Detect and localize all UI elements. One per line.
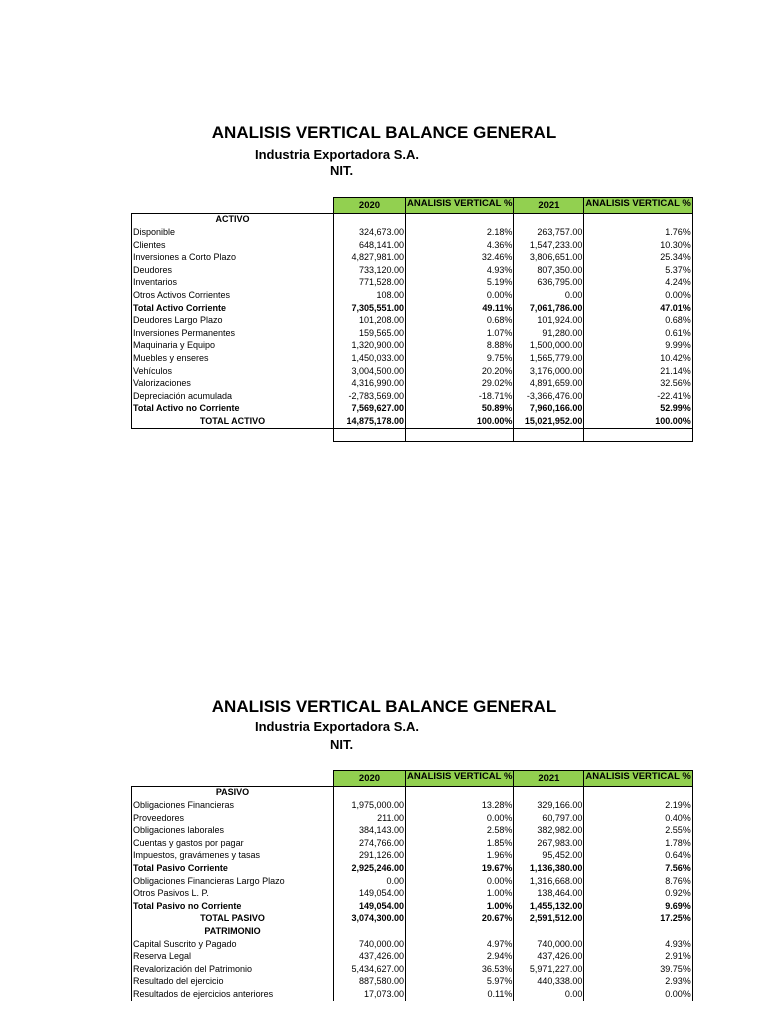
value-2020: 771,528.00: [334, 277, 406, 290]
percent-2020: 32.46%: [406, 251, 514, 264]
value-2021: 0.00: [514, 289, 584, 302]
table-row: [132, 938, 693, 951]
row-label: Depreciación acumulada: [132, 390, 334, 403]
activo-rows: [132, 226, 693, 428]
value-2020: 1,450,033.00: [334, 352, 406, 365]
activo-table: [131, 197, 693, 442]
value-2020: 149,054.00: [334, 887, 406, 900]
table-row: [132, 239, 693, 252]
percent-2021: 9.69%: [584, 900, 692, 913]
value-2021: 2,591,512.00: [514, 913, 584, 926]
value-2020: 101,208.00: [334, 314, 406, 327]
value-2020: 3,004,500.00: [334, 365, 406, 378]
percent-2020: 9.75%: [406, 352, 514, 365]
row-label: Cuentas y gastos por pagar: [132, 837, 334, 850]
table-row: [132, 289, 693, 302]
value-2020: 14,875,178.00: [334, 415, 406, 428]
table-row: [132, 900, 693, 913]
table-row: [132, 812, 693, 825]
row-label: Inventarios: [132, 277, 334, 290]
percent-2021: 21.14%: [584, 365, 692, 378]
percent-2021: 7.56%: [584, 862, 692, 875]
activo-header-row: [132, 198, 693, 214]
percent-2021: 0.00%: [584, 988, 692, 1001]
percent-2020: 0.11%: [406, 988, 514, 1001]
percent-2020: 20.20%: [406, 365, 514, 378]
value-2020: 159,565.00: [334, 327, 406, 340]
percent-2021: 2.93%: [584, 976, 692, 989]
header-year-2020: 2020: [334, 771, 406, 787]
value-2021: 1,316,668.00: [514, 875, 584, 888]
table-row: [132, 976, 693, 989]
table-row: [132, 314, 693, 327]
percent-2020: 20.67%: [406, 913, 514, 926]
percent-2020: 2.94%: [406, 950, 514, 963]
table-row: [132, 327, 693, 340]
value-2020: 2,925,246.00: [334, 862, 406, 875]
percent-2020: 8.88%: [406, 340, 514, 353]
table-row: [132, 875, 693, 888]
row-label: Valorizaciones: [132, 377, 334, 390]
row-label: TOTAL ACTIVO: [132, 415, 334, 428]
percent-2020: 1.96%: [406, 850, 514, 863]
percent-2020: 13.28%: [406, 799, 514, 812]
percent-2021: 25.34%: [584, 251, 692, 264]
percent-2020: 5.97%: [406, 976, 514, 989]
activo-group-row: [132, 213, 693, 226]
percent-2021: -22.41%: [584, 390, 692, 403]
value-2020: -2,783,569.00: [334, 390, 406, 403]
table-row: [132, 251, 693, 264]
pasivo-rows: [132, 799, 693, 925]
row-label: Resultados de ejercicios anteriores: [132, 988, 334, 1001]
table-row: [132, 365, 693, 378]
value-2021: 263,757.00: [514, 226, 584, 239]
percent-2021: 2.55%: [584, 824, 692, 837]
header-analisis-vertical-2021: ANALISIS VERTICAL %: [584, 198, 692, 214]
value-2020: 384,143.00: [334, 824, 406, 837]
row-label: Inversiones a Corto Plazo: [132, 251, 334, 264]
percent-2020: 36.53%: [406, 963, 514, 976]
percent-2020: 1.85%: [406, 837, 514, 850]
table-row: [132, 950, 693, 963]
patrimonio-rows: [132, 938, 693, 1001]
row-label: Obligaciones Financieras Largo Plazo: [132, 875, 334, 888]
percent-2021: 52.99%: [584, 403, 692, 416]
percent-2021: 39.75%: [584, 963, 692, 976]
row-label: Total Activo no Corriente: [132, 403, 334, 416]
row-label: Reserva Legal: [132, 950, 334, 963]
table-row: [132, 403, 693, 416]
pasivo-table: [131, 770, 693, 1001]
percent-2021: 2.19%: [584, 799, 692, 812]
header-analisis-vertical-2021: ANALISIS VERTICAL %: [584, 771, 692, 787]
percent-2021: 1.78%: [584, 837, 692, 850]
percent-2021: 4.24%: [584, 277, 692, 290]
table-row: [132, 340, 693, 353]
value-2021: 267,983.00: [514, 837, 584, 850]
percent-2021: 0.64%: [584, 850, 692, 863]
percent-2020: 0.68%: [406, 314, 514, 327]
value-2021: 740,000.00: [514, 938, 584, 951]
value-2020: 17,073.00: [334, 988, 406, 1001]
table-row: [132, 988, 693, 1001]
value-2020: 437,426.00: [334, 950, 406, 963]
percent-2020: 19.67%: [406, 862, 514, 875]
row-label: TOTAL PASIVO: [132, 913, 334, 926]
value-2020: 7,569,627.00: [334, 403, 406, 416]
value-2020: 1,320,900.00: [334, 340, 406, 353]
percent-2020: 1.07%: [406, 327, 514, 340]
value-2021: 138,464.00: [514, 887, 584, 900]
row-label: Proveedores: [132, 812, 334, 825]
row-label: Impuestos, gravámenes y tasas: [132, 850, 334, 863]
percent-2020: 1.00%: [406, 900, 514, 913]
value-2021: 101,924.00: [514, 314, 584, 327]
percent-2021: 4.93%: [584, 938, 692, 951]
value-2021: 636,795.00: [514, 277, 584, 290]
table-row: [132, 302, 693, 315]
percent-2020: 29.02%: [406, 377, 514, 390]
value-2021: 382,982.00: [514, 824, 584, 837]
percent-2021: 5.37%: [584, 264, 692, 277]
table-row: [132, 377, 693, 390]
percent-2021: 2.91%: [584, 950, 692, 963]
row-label: Revalorización del Patrimonio: [132, 963, 334, 976]
header-blank-cell: [132, 198, 334, 214]
percent-2021: 0.61%: [584, 327, 692, 340]
page-title-activo: ANALISIS VERTICAL BALANCE GENERAL: [211, 123, 557, 142]
row-label: Disponible: [132, 226, 334, 239]
percent-2020: 5.19%: [406, 277, 514, 290]
value-2021: 807,350.00: [514, 264, 584, 277]
value-2020: 274,766.00: [334, 837, 406, 850]
nit-label-activo: NIT.: [330, 163, 354, 178]
header-year-2021: 2021: [514, 771, 584, 787]
header-analisis-vertical-2020: ANALISIS VERTICAL %: [406, 198, 514, 214]
row-label: Resultado del ejercicio: [132, 976, 334, 989]
value-2021: 95,452.00: [514, 850, 584, 863]
value-2020: 3,074,300.00: [334, 913, 406, 926]
percent-2020: 4.97%: [406, 938, 514, 951]
table-row: [132, 390, 693, 403]
percent-2020: 49.11%: [406, 302, 514, 315]
value-2021: 1,500,000.00: [514, 340, 584, 353]
percent-2021: 100.00%: [584, 415, 692, 428]
value-2020: 4,827,981.00: [334, 251, 406, 264]
company-name-pasivo: Industria Exportadora S.A.: [255, 719, 419, 734]
table-row: [132, 277, 693, 290]
percent-2021: 9.99%: [584, 340, 692, 353]
percent-2021: 0.92%: [584, 887, 692, 900]
row-label: Vehículos: [132, 365, 334, 378]
percent-2021: 1.76%: [584, 226, 692, 239]
row-label: Maquinaria y Equipo: [132, 340, 334, 353]
percent-2020: 4.93%: [406, 264, 514, 277]
table-row: [132, 226, 693, 239]
percent-2021: 0.00%: [584, 289, 692, 302]
percent-2020: 1.00%: [406, 887, 514, 900]
row-label: Obligaciones laborales: [132, 824, 334, 837]
table-row: [132, 824, 693, 837]
value-2021: 3,806,651.00: [514, 251, 584, 264]
pasivo-group-row: [132, 786, 693, 799]
header-year-2020: 2020: [334, 198, 406, 214]
percent-2020: 0.00%: [406, 289, 514, 302]
value-2020: 291,126.00: [334, 850, 406, 863]
patrimonio-group-row: [132, 925, 693, 938]
percent-2020: -18.71%: [406, 390, 514, 403]
table-row: [132, 415, 693, 428]
value-2021: 1,565,779.00: [514, 352, 584, 365]
percent-2021: 32.56%: [584, 377, 692, 390]
pasivo-header-row: [132, 771, 693, 787]
percent-2021: 0.68%: [584, 314, 692, 327]
row-label: Obligaciones Financieras: [132, 799, 334, 812]
table-row: [132, 352, 693, 365]
table-row: [132, 913, 693, 926]
percent-2020: 100.00%: [406, 415, 514, 428]
header-year-2021: 2021: [514, 198, 584, 214]
row-label: Total Pasivo no Corriente: [132, 900, 334, 913]
row-label: Total Activo Corriente: [132, 302, 334, 315]
value-2020: 733,120.00: [334, 264, 406, 277]
group-label-activo: ACTIVO: [132, 213, 334, 226]
value-2021: 3,176,000.00: [514, 365, 584, 378]
row-label: Inversiones Permanentes: [132, 327, 334, 340]
value-2020: 0.00: [334, 875, 406, 888]
row-label: Total Pasivo Corriente: [132, 862, 334, 875]
table-row: [132, 799, 693, 812]
value-2021: 0.00: [514, 988, 584, 1001]
row-label: Clientes: [132, 239, 334, 252]
row-label: Otros Activos Corrientes: [132, 289, 334, 302]
value-2021: 91,280.00: [514, 327, 584, 340]
percent-2021: 8.76%: [584, 875, 692, 888]
percent-2020: 2.18%: [406, 226, 514, 239]
header-blank-cell: [132, 771, 334, 787]
value-2021: -3,366,476.00: [514, 390, 584, 403]
table-row: [132, 887, 693, 900]
value-2021: 60,797.00: [514, 812, 584, 825]
value-2021: 7,960,166.00: [514, 403, 584, 416]
company-name-activo: Industria Exportadora S.A.: [255, 147, 419, 162]
table-row: [132, 850, 693, 863]
percent-2020: 2.58%: [406, 824, 514, 837]
value-2020: 740,000.00: [334, 938, 406, 951]
value-2021: 437,426.00: [514, 950, 584, 963]
percent-2020: 50.89%: [406, 403, 514, 416]
value-2020: 5,434,627.00: [334, 963, 406, 976]
table-row: [132, 264, 693, 277]
percent-2020: 0.00%: [406, 812, 514, 825]
row-label: Otros Pasivos L. P.: [132, 887, 334, 900]
value-2020: 211.00: [334, 812, 406, 825]
page-title-pasivo: ANALISIS VERTICAL BALANCE GENERAL: [211, 697, 557, 716]
percent-2020: 4.36%: [406, 239, 514, 252]
row-label: Deudores: [132, 264, 334, 277]
percent-2021: 47.01%: [584, 302, 692, 315]
value-2021: 1,547,233.00: [514, 239, 584, 252]
value-2021: 440,338.00: [514, 976, 584, 989]
value-2020: 108.00: [334, 289, 406, 302]
value-2021: 5,971,227.00: [514, 963, 584, 976]
value-2020: 887,580.00: [334, 976, 406, 989]
percent-2021: 10.42%: [584, 352, 692, 365]
table-row: [132, 963, 693, 976]
value-2020: 4,316,990.00: [334, 377, 406, 390]
table-row: [132, 862, 693, 875]
nit-label-pasivo: NIT.: [330, 737, 354, 752]
percent-2021: 0.40%: [584, 812, 692, 825]
table-row: [132, 837, 693, 850]
value-2021: 1,455,132.00: [514, 900, 584, 913]
group-label-pasivo: PASIVO: [132, 786, 334, 799]
value-2021: 1,136,380.00: [514, 862, 584, 875]
value-2020: 324,673.00: [334, 226, 406, 239]
percent-2021: 10.30%: [584, 239, 692, 252]
row-label: Muebles y enseres: [132, 352, 334, 365]
percent-2020: 0.00%: [406, 875, 514, 888]
value-2020: 7,305,551.00: [334, 302, 406, 315]
value-2021: 329,166.00: [514, 799, 584, 812]
value-2020: 648,141.00: [334, 239, 406, 252]
value-2020: 1,975,000.00: [334, 799, 406, 812]
percent-2021: 17.25%: [584, 913, 692, 926]
group-label-patrimonio: PATRIMONIO: [132, 925, 334, 938]
value-2020: 149,054.00: [334, 900, 406, 913]
row-label: Deudores Largo Plazo: [132, 314, 334, 327]
value-2021: 15,021,952.00: [514, 415, 584, 428]
activo-trailing-row: [132, 428, 693, 441]
value-2021: 7,061,786.00: [514, 302, 584, 315]
header-analisis-vertical-2020: ANALISIS VERTICAL %: [406, 771, 514, 787]
row-label: Capital Suscrito y Pagado: [132, 938, 334, 951]
value-2021: 4,891,659.00: [514, 377, 584, 390]
